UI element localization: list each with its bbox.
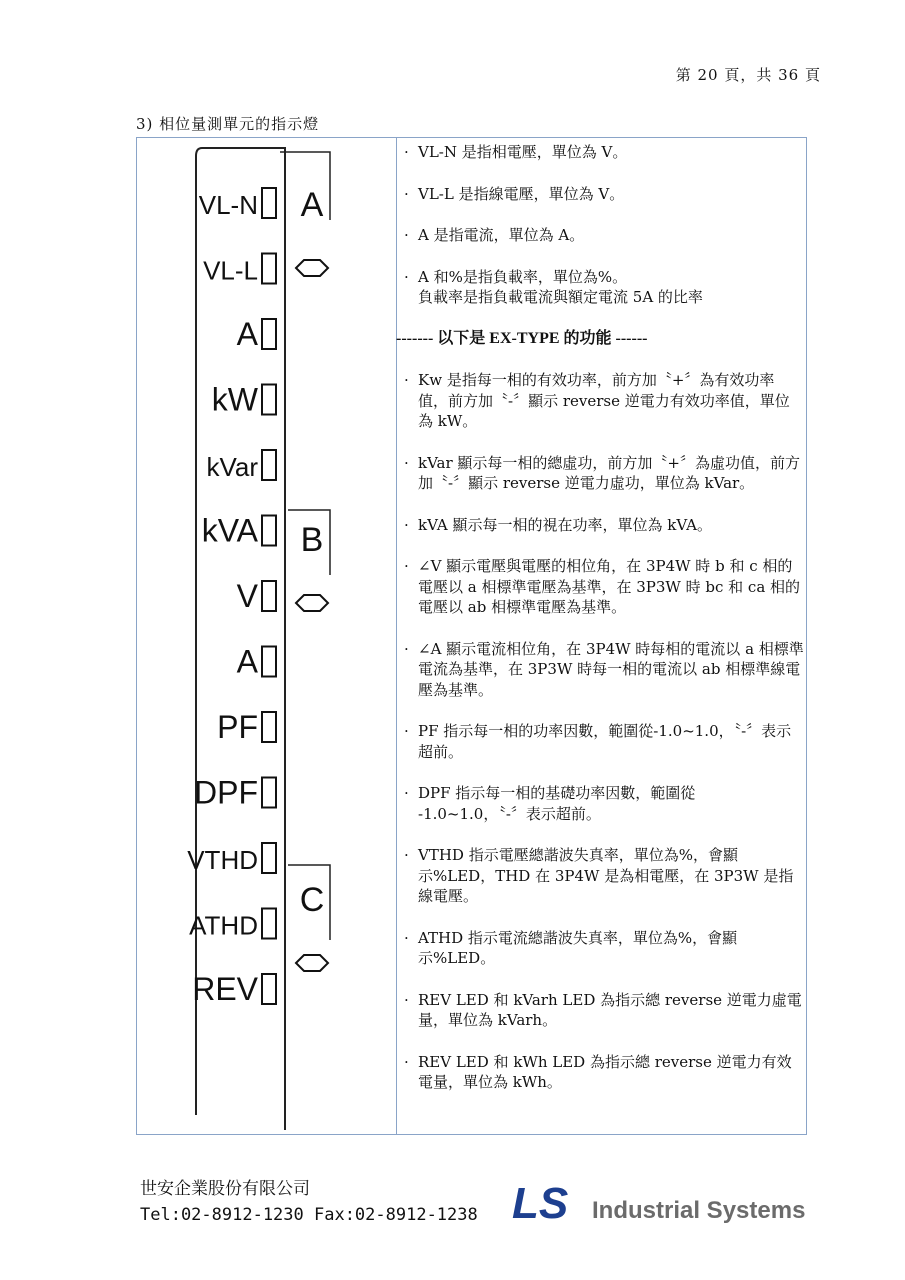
led-indicator-box [262, 581, 276, 611]
led-indicator-box [262, 319, 276, 349]
company-info [140, 1176, 478, 1228]
logo-mark: LS [512, 1180, 569, 1228]
led-indicator-box [262, 974, 276, 1004]
description-item: · ∠V 顯示電壓與電壓的相位角，在 3P4W 時 b 和 c 相的電壓以 a 相標準電壓為基準，在 3P3W 時 bc 和 ca 相的電壓以 ab 相標準電壓為基準。 [404, 557, 801, 616]
panel-label: A [236, 316, 258, 352]
led-indicator-box [262, 712, 276, 742]
company-name: 世安企業股份有限公司 [140, 1179, 310, 1199]
led-indicator-box [262, 385, 276, 415]
led-indicator-box [262, 254, 276, 284]
panel-label: kVar [206, 452, 258, 482]
description-item: · ATHD 指示電流總諧波失真率，單位為%，會顯示%LED。 [404, 928, 738, 967]
panel-label: kVA [201, 512, 258, 549]
panel-label: V [236, 578, 258, 614]
led-indicator-box [262, 516, 276, 546]
phase-tab-label: B [300, 521, 324, 559]
panel-label: VL-N [198, 190, 258, 220]
led-panel-diagram [180, 140, 355, 1130]
panel-outline-left [196, 148, 202, 1115]
panel-label: kW [211, 381, 258, 418]
panel-label: VL-L [203, 255, 258, 286]
page-number: 第 20 頁，共 36 頁 [675, 66, 821, 84]
led-indicator-box [262, 647, 276, 677]
phase-tab-label: C [299, 881, 325, 919]
description-item: · DPF 指示每一相的基礎功率因數，範圍從 -1.0~1.0，〝-〞表示超前。 [404, 784, 696, 823]
description-item: · ∠A 顯示電流相位角，在 3P4W 時每相的電流以 a 相標準電流為基準，在 3P3W 時每一相的電流以 ab 相標準線電壓為基準。 [404, 639, 804, 699]
description-item: · REV LED 和 kWh LED 為指示總 reverse 逆電力有效電量，單位為 kWh。 [404, 1052, 792, 1091]
description-item: · A 和%是指負載率，單位為%。 負載率是指負載電流與額定電流 5A 的比率 [404, 267, 703, 306]
panel-label: VTHD [187, 845, 258, 875]
panel-label: PF [217, 709, 258, 745]
description-column [396, 142, 804, 1093]
description-item: · kVar 顯示每一相的總虛功，前方加〝+〞為虛功值，前方加〝-〞顯示 reverse 逆電力虛功，單位為 kVar。 [404, 453, 800, 492]
ex-type-separator: ------- 以下是 EX-TYPE 的功能 ------ [396, 329, 648, 347]
company-contact: Tel:02-8912-1230 Fax:02-8912-1238 [140, 1205, 478, 1225]
description-item: · VTHD 指示電壓總諧波失真率，單位為%，會顯示%LED，THD 在 3P4W 是為相電壓，在 3P3W 是指線電壓。 [404, 846, 794, 905]
table-divider [396, 137, 397, 1135]
panel-label: REV [192, 971, 258, 1007]
led-indicator-box [262, 843, 276, 873]
section-title: 3) 相位量測單元的指示燈 [136, 115, 320, 133]
description-item: · VL-L 是指線電壓，單位為 V。 [404, 184, 625, 203]
ls-logo [512, 1180, 822, 1230]
logo-text: Industrial Systems [592, 1197, 806, 1224]
panel-label: DPF [194, 774, 258, 811]
phase-indicator-hexagon [296, 260, 328, 276]
description-item: · REV LED 和 kVarh LED 為指示總 reverse 逆電力虛電量，單位為 kVarh。 [404, 990, 802, 1029]
phase-tab-label: A [300, 186, 324, 224]
panel-label: ATHD [189, 910, 258, 941]
led-indicator-box [262, 778, 276, 808]
phase-indicator-hexagon [296, 595, 328, 611]
description-item: · PF 指示每一相的功率因數，範圍從-1.0~1.0，〝-〞表示超前。 [404, 722, 792, 761]
led-indicator-box [262, 909, 276, 939]
panel-label: A [236, 643, 258, 680]
description-item: · kVA 顯示每一相的視在功率，單位為 kVA。 [404, 515, 713, 534]
description-item: · VL-N 是指相電壓，單位為 V。 [404, 143, 628, 161]
description-item: · Kw 是指每一相的有效功率，前方加〝+〞為有效功率值，前方加〝-〞顯示 reverse 逆電力有效功率值，單位為 kW。 [404, 371, 790, 430]
description-item: · A 是指電流，單位為 A。 [404, 226, 585, 244]
phase-indicator-hexagon [296, 955, 328, 971]
led-indicator-box [262, 450, 276, 480]
led-indicator-box [262, 188, 276, 218]
